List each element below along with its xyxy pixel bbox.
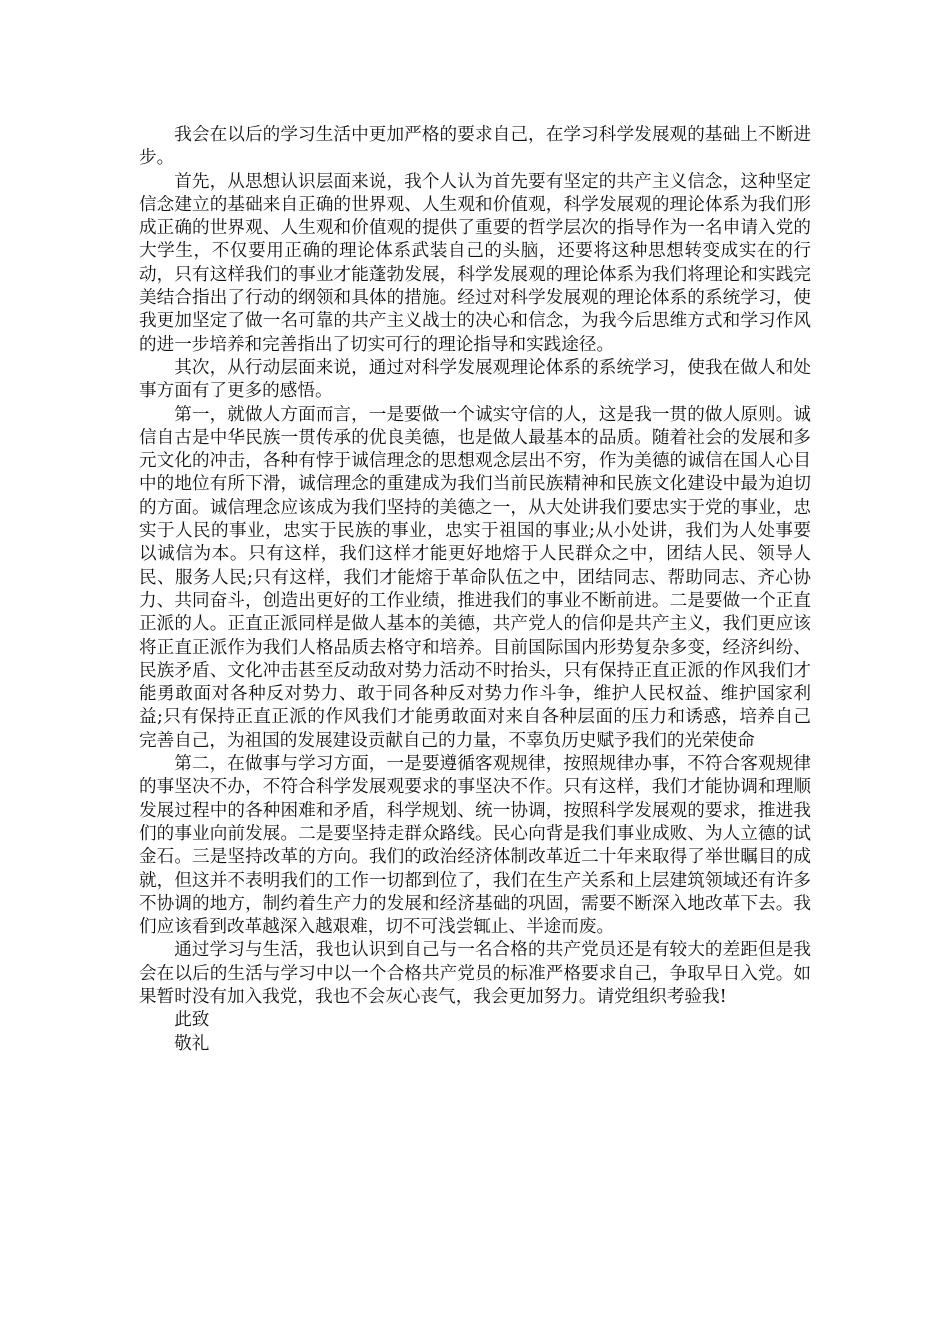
closing-salutation: 此致 <box>174 1010 210 1031</box>
paragraph: 第一，就做人方面而言，一是要做一个诚实守信的人，这是我一贯的做人原则。诚信自古是中华民族一贯传承的优良美德，也是做人最基本的品质。随着社会的发展和多元文化的冲击，各种有悖于诚信理念的思想观念层出不穷，作为美德的诚信在国人心目中的地位有所下滑，诚信理念的重建成为我们当前民族精神和民族文化建设中最为迫切的方面。诚信理念应该成为我们坚持的美德之一，从大处讲我们要忠实于党的事业，忠实于人民的事业，忠实于民族的事业，忠实于祖国的事业;从小处讲，我们为人处事要以诚信为本。只有这样，我们这样才能更好地熔于人民群众之中，团结人民、领导人民、服务人民;只有这样，我们才能熔于革命队伍之中，团结同志、帮助同志、齐心协力、共同奋斗，创造出更好的工作业绩，推进我们的事业不断前进。二是要做一个正直正派的人。正直正派同样是做人基本的美德，共产党人的信仰是共产主义，我们更应该将正直正派作为我们人格品质去格守和培养。目前国际国内形势复杂多变，经济纠纷、民族矛盾、文化冲击甚至反动敌对势力活动不时抬头，只有保持正直正派的作风我们才能勇敢面对各种反对势力、敢于同各种反对势力作斗争，维护人民权益、维护国家利益;只有保持正直正派的作风我们才能勇敢面对来自各种层面的压力和诱惑，培养自己完善自己，为祖国的发展建设贡献自己的力量，不辜负历史赋予我们的光荣使命 <box>139 404 811 751</box>
paragraph: 首先，从思想认识层面来说，我个人认为首先要有坚定的共产主义信念，这种坚定信念建立的基础来自正确的世界观、人生观和价值观，科学发展观的理论体系为我们形成正确的世界观、人生观和价值观的提供了重要的哲学层次的指导作为一名申请入党的大学生，不仅要用正确的理论体系武装自己的头脑，还要将这种思想转变成实在的行动，只有这样我们的事业才能蓬勃发展，科学发展观的理论体系为我们将理论和实践完美结合指出了行动的纲领和具体的措施。经过对科学发展观的理论体系的系统学习，使我更加坚定了做一名可靠的共产主义战士的决心和信念，为我今后思维方式和学习作风的进一步培养和完善指出了切实可行的理论指导和实践途径。 <box>139 171 811 355</box>
letter-body <box>139 124 811 1056</box>
paragraph: 其次，从行动层面来说，通过对科学发展观理论体系的系统学习，使我在做人和处事方面有了更多的感悟。 <box>139 357 811 402</box>
closing-regards: 敬礼 <box>174 1033 210 1054</box>
paragraph: 第二，在做事与学习方面，一是要遵循客观规律，按照规律办事，不符合客观规律的事坚决不办，不符合科学发展观要求的事坚决不作。只有这样，我们才能协调和理顺发展过程中的各种困难和矛盾，科学规划、统一协调，按照科学发展观的要求，推进我们的事业向前发展。二是要坚持走群众路线。民心向背是我们事业成败、为人立德的试金石。三是坚持改革的方向。我们的政治经济体制改革近二十年来取得了举世瞩目的成就，但这并不表明我们的工作一切都到位了，我们在生产关系和上层建筑领域还有许多不协调的地方，制约着生产力的发展和经济基础的巩固，需要不断深入地改革下去。我们应该看到改革越深入越艰难，切不可浅尝辄止、半途而废。 <box>139 754 811 938</box>
paragraph: 通过学习与生活，我也认识到自己与一名合格的共产党员还是有较大的差距但是我会在以后的生活与学习中以一个合格共产党员的标准严格要求自己，争取早日入党。如果暂时没有加入我党，我也不会灰心丧气，我会更加努力。请党组织考验我! <box>139 940 811 1007</box>
paragraph: 我会在以后的学习生活中更加严格的要求自己，在学习科学发展观的基础上不断进步。 <box>139 125 811 169</box>
